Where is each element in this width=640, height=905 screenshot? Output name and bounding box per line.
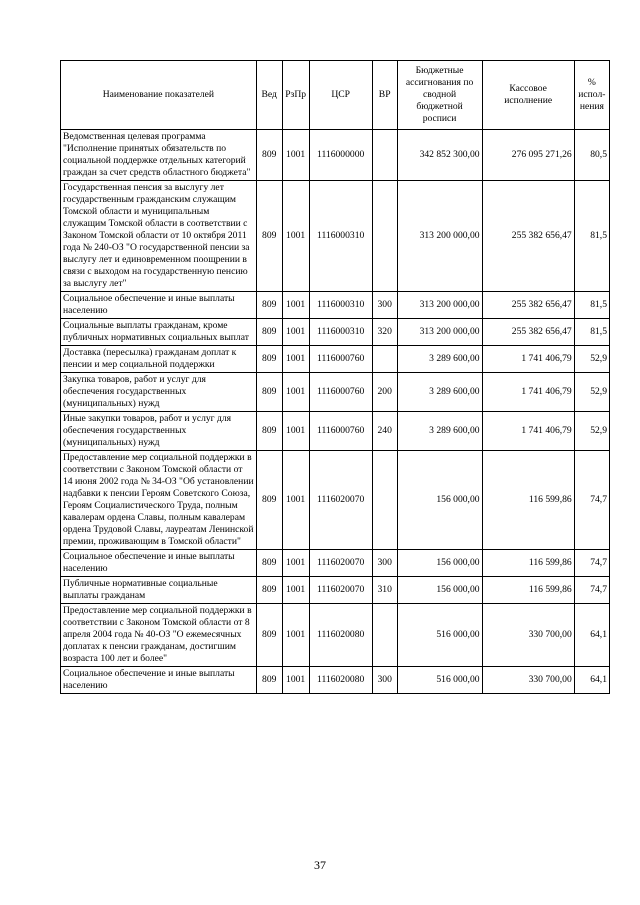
row-percent: 81,5 — [574, 181, 609, 292]
row-percent: 52,9 — [574, 412, 609, 451]
table-row — [61, 373, 610, 412]
table-row — [61, 577, 610, 604]
row-budget: 156 000,00 — [397, 577, 482, 604]
row-name: Социальные выплаты гражданам, кроме публичных нормативных социальных выплат — [61, 319, 257, 346]
row-csr: 1116000760 — [309, 346, 372, 373]
row-name: Иные закупки товаров, работ и услуг для обеспечения государственных (муниципальных) нужд — [61, 412, 257, 451]
row-csr: 1116020070 — [309, 451, 372, 550]
row-ved: 809 — [256, 292, 282, 319]
row-rzpr: 1001 — [282, 577, 309, 604]
budget-table-container — [60, 60, 610, 694]
row-name: Предоставление мер социальной поддержки в соответствии с Законом Томской области от 14 июня 2002 года № 34-ОЗ "Об установлении надбавки к пенсии Героям Советского Союза, Героям Социалистического Труда, полным кавалерам ордена Славы, полным кавалерам ордена Трудовой Славы, лауреатам Ленинской премии, проживающим в Томской области" — [61, 451, 257, 550]
header-vr: ВР — [372, 61, 397, 130]
row-name: Предоставление мер социальной поддержки в соответствии с Законом Томской области от 8 апреля 2004 года № 40-ОЗ "О ежемесячных доплатах к пенсии гражданам, достигшим возраста 100 лет и более" — [61, 604, 257, 667]
row-cash: 255 382 656,47 — [482, 181, 574, 292]
row-ved: 809 — [256, 451, 282, 550]
header-name: Наименование показателей — [61, 61, 257, 130]
table-row — [61, 292, 610, 319]
row-cash: 255 382 656,47 — [482, 319, 574, 346]
row-cash: 330 700,00 — [482, 667, 574, 694]
row-budget: 3 289 600,00 — [397, 346, 482, 373]
row-csr: 1116000310 — [309, 292, 372, 319]
row-cash: 116 599,86 — [482, 577, 574, 604]
row-vr — [372, 130, 397, 181]
row-vr: 310 — [372, 577, 397, 604]
row-rzpr: 1001 — [282, 412, 309, 451]
row-csr: 1116000000 — [309, 130, 372, 181]
row-rzpr: 1001 — [282, 550, 309, 577]
row-ved: 809 — [256, 667, 282, 694]
header-ved: Вед — [256, 61, 282, 130]
table-row — [61, 181, 610, 292]
row-cash: 116 599,86 — [482, 550, 574, 577]
row-rzpr: 1001 — [282, 667, 309, 694]
table-row — [61, 319, 610, 346]
row-rzpr: 1001 — [282, 451, 309, 550]
row-name: Социальное обеспечение и иные выплаты населению — [61, 292, 257, 319]
row-rzpr: 1001 — [282, 604, 309, 667]
row-ved: 809 — [256, 577, 282, 604]
table-row — [61, 130, 610, 181]
table-row — [61, 346, 610, 373]
row-name: Публичные нормативные социальные выплаты гражданам — [61, 577, 257, 604]
row-ved: 809 — [256, 604, 282, 667]
row-ved: 809 — [256, 412, 282, 451]
row-csr: 1116000310 — [309, 181, 372, 292]
row-vr: 300 — [372, 667, 397, 694]
row-name: Социальное обеспечение и иные выплаты населению — [61, 667, 257, 694]
row-vr: 300 — [372, 550, 397, 577]
row-ved: 809 — [256, 181, 282, 292]
row-ved: 809 — [256, 550, 282, 577]
header-percent: % испол-нения — [574, 61, 609, 130]
row-budget: 156 000,00 — [397, 451, 482, 550]
row-vr — [372, 346, 397, 373]
row-budget: 313 200 000,00 — [397, 181, 482, 292]
budget-execution-table — [60, 60, 610, 694]
row-budget: 516 000,00 — [397, 604, 482, 667]
row-csr: 1116020080 — [309, 667, 372, 694]
table-header-row — [61, 61, 610, 130]
row-percent: 74,7 — [574, 550, 609, 577]
row-budget: 3 289 600,00 — [397, 412, 482, 451]
row-percent: 52,9 — [574, 373, 609, 412]
row-name: Государственная пенсия за выслугу лет государственным гражданским служащим Томской области и муниципальным служащим Томской области в соответствии с Законом Томской области от 10 октября 2011 года № 240-ОЗ "О государственной пенсии за выслугу лет и единовременном поощрении в связи с выходом на государственную пенсию за выслугу лет" — [61, 181, 257, 292]
row-percent: 81,5 — [574, 319, 609, 346]
row-rzpr: 1001 — [282, 373, 309, 412]
row-ved: 809 — [256, 373, 282, 412]
row-ved: 809 — [256, 319, 282, 346]
row-percent: 64,1 — [574, 604, 609, 667]
row-budget: 313 200 000,00 — [397, 292, 482, 319]
row-vr: 200 — [372, 373, 397, 412]
header-rzpr: РзПр — [282, 61, 309, 130]
row-vr — [372, 604, 397, 667]
row-percent: 52,9 — [574, 346, 609, 373]
row-percent: 80,5 — [574, 130, 609, 181]
row-budget: 516 000,00 — [397, 667, 482, 694]
row-percent: 64,1 — [574, 667, 609, 694]
row-cash: 330 700,00 — [482, 604, 574, 667]
row-cash: 276 095 271,26 — [482, 130, 574, 181]
row-vr: 320 — [372, 319, 397, 346]
row-cash: 255 382 656,47 — [482, 292, 574, 319]
row-csr: 1116020070 — [309, 550, 372, 577]
row-rzpr: 1001 — [282, 130, 309, 181]
header-cash: Кассовое исполнение — [482, 61, 574, 130]
row-percent: 74,7 — [574, 577, 609, 604]
row-csr: 1116020080 — [309, 604, 372, 667]
table-row — [61, 667, 610, 694]
row-name: Доставка (пересылка) гражданам доплат к пенсии и мер социальной поддержки — [61, 346, 257, 373]
table-row — [61, 412, 610, 451]
row-vr — [372, 181, 397, 292]
row-percent: 74,7 — [574, 451, 609, 550]
row-csr: 1116000310 — [309, 319, 372, 346]
row-rzpr: 1001 — [282, 292, 309, 319]
row-budget: 342 852 300,00 — [397, 130, 482, 181]
row-rzpr: 1001 — [282, 346, 309, 373]
table-row — [61, 451, 610, 550]
row-vr — [372, 451, 397, 550]
row-cash: 1 741 406,79 — [482, 412, 574, 451]
row-ved: 809 — [256, 130, 282, 181]
row-csr: 1116000760 — [309, 412, 372, 451]
row-rzpr: 1001 — [282, 181, 309, 292]
row-name: Ведомственная целевая программа "Исполнение принятых обязательств по социальной поддержке отдельных категорий граждан за счет средств областного бюджета" — [61, 130, 257, 181]
page-number: 37 — [314, 858, 326, 872]
row-cash: 116 599,86 — [482, 451, 574, 550]
row-budget: 156 000,00 — [397, 550, 482, 577]
table-row — [61, 604, 610, 667]
row-cash: 1 741 406,79 — [482, 346, 574, 373]
table-row — [61, 550, 610, 577]
row-csr: 1116020070 — [309, 577, 372, 604]
row-budget: 3 289 600,00 — [397, 373, 482, 412]
table-body — [61, 130, 610, 694]
row-budget: 313 200 000,00 — [397, 319, 482, 346]
row-name: Социальное обеспечение и иные выплаты населению — [61, 550, 257, 577]
row-cash: 1 741 406,79 — [482, 373, 574, 412]
row-csr: 1116000760 — [309, 373, 372, 412]
header-budget: Бюджетные ассигнования по сводной бюджетной росписи — [397, 61, 482, 130]
header-csr: ЦСР — [309, 61, 372, 130]
row-name: Закупка товаров, работ и услуг для обеспечения государственных (муниципальных) нужд — [61, 373, 257, 412]
row-vr: 240 — [372, 412, 397, 451]
row-vr: 300 — [372, 292, 397, 319]
row-percent: 81,5 — [574, 292, 609, 319]
row-rzpr: 1001 — [282, 319, 309, 346]
row-ved: 809 — [256, 346, 282, 373]
